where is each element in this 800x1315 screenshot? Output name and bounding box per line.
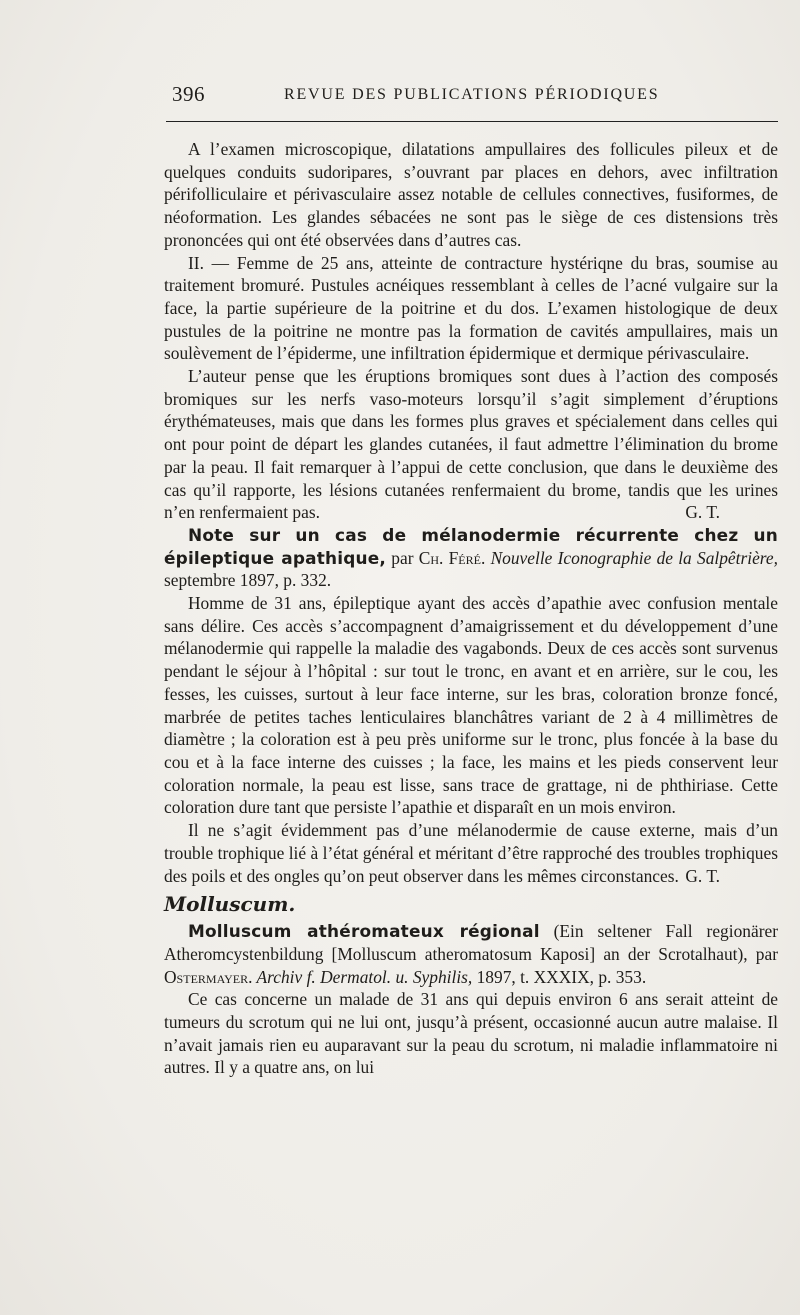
page-header bbox=[164, 82, 778, 112]
signature-2: G. T. bbox=[685, 865, 720, 886]
page-number: 396 bbox=[172, 82, 205, 106]
article-2-journal: Archiv f. Dermatol. u. Syphilis, bbox=[252, 966, 473, 987]
body-text bbox=[164, 138, 778, 1079]
article-1-date: septembre 1897, p. 332. bbox=[164, 570, 332, 591]
article-2-subtitle: (Ein seltener Fall regionärer Atheromcystenbildung [Molluscum atheromatosum Kaposi] an der Scrotalhaut), par bbox=[164, 921, 778, 964]
paragraph-5: Il ne s’agit évidemment pas d’une mélanodermie de cause externe, mais d’un trouble trophique lié à l’état général et méritant d’être rapproché des troubles trophiques des poils et des ongles qu’on peut observer dans les mêmes circonstances. bbox=[164, 820, 778, 886]
running-title: REVUE DES PUBLICATIONS PÉRIODIQUES bbox=[284, 86, 660, 103]
section-heading: Molluscum. bbox=[164, 892, 296, 917]
header-rule bbox=[166, 121, 778, 122]
article-2-date: 1897, t. XXXIX, p. 353. bbox=[472, 966, 647, 987]
paragraph-3: L’auteur pense que les éruptions bromiques sont dues à l’action des composés bromiques sur les nerfs vaso-moteurs lorsqu’il s’agit simplement d’éruptions érythémateuses, mais que dans les formes plus graves et spécialement dans celles qui ont pour point de départ les glandes cutanées, il faut admettre l’élimination du brome par la peau. Il fait remarquer à l’appui de cette conclusion, que dans le deuxième des cas qu’il rapporte, les lésions cutanées renfermaient du brome, tandis que les urines n’en renfermaient pas. bbox=[164, 366, 778, 523]
paragraph-4: Homme de 31 ans, épileptique ayant des accès d’apathie avec confusion mentale sans délire. Ces accès s’accompagnent d’amaigrissement et du développement d’une mélanodermie qui rappelle la maladie des vagabonds. Deux de ces accès sont survenus pendant le séjour à l’hôpital : sur tout le tronc, en avant et en arrière, sur le cou, les fesses, les cuisses, surtout à leur face interne, sur les bras, coloration bronze foncé, marbrée de petites taches lenticulaires blanchâtres variant de 2 à 4 millimètres de diamètre ; la coloration est à peu près uniforme sur le tronc, plus foncée à la base du cou et à la face interne des cuisses ; la face, les mains et les pieds conservent leur coloration normale, la peau est lisse, sans trace de grattage, ni de phthiriase. Cette coloration dure tant que persiste l’apathie et disparaît en un mois environ. bbox=[164, 593, 778, 818]
article-1-journal: Nouvelle Iconographie de la Salpêtrière, bbox=[490, 547, 778, 568]
article-1-header bbox=[164, 524, 778, 592]
article-1-title: Note sur un cas de mélanodermie récurrente chez un épileptique apathique, bbox=[164, 524, 778, 568]
article-2-author: Ostermayer. bbox=[164, 966, 253, 987]
signature-1: G. T. bbox=[685, 502, 720, 523]
article-1-author: Ch. Féré. bbox=[418, 547, 486, 568]
paragraph-2: II. — Femme de 25 ans, atteinte de contracture hystériqne du bras, soumise au traitement bromuré. Pustules acnéiques ressemblant à celles de l’acné vulgaire sur la face, la partie supérieure de la poitrine et du dos. L’examen histologique de deux pustules de la poitrine ne montre pas la formation de cavités ampullaires, mais un soulèvement de l’épiderme, une infiltration épidermique et dermique périvasculaire. bbox=[164, 252, 778, 364]
article-2-header bbox=[164, 920, 778, 988]
paragraph-6: Ce cas concerne un malade de 31 ans qui depuis environ 6 ans serait atteint de tumeurs du scrotum qui ne lui ont, jusqu’à présent, occasionné aucun autre malaise. Il n’avait jamais rien eu auparavant sur la peau du scrotum, ni maladie inflammatoire ni autres. Il y a quatre ans, on lui bbox=[164, 989, 778, 1078]
article-2-title: Molluscum athéromateux régional bbox=[188, 921, 540, 942]
article-1-by: par bbox=[386, 547, 419, 568]
paragraph-1: A l’examen microscopique, dilatations ampullaires des follicules pileux et de quelques conduits sudoripares, s’ouvrant par places en dehors, avec infiltration périfolliculaire et périvasculaire assez notable de cellules connectives, fusiformes, de néoformation. Les glandes sébacées ne sont pas le siège de ces distensions très prononcées qui ont été observées dans d’autres cas. bbox=[164, 139, 778, 250]
